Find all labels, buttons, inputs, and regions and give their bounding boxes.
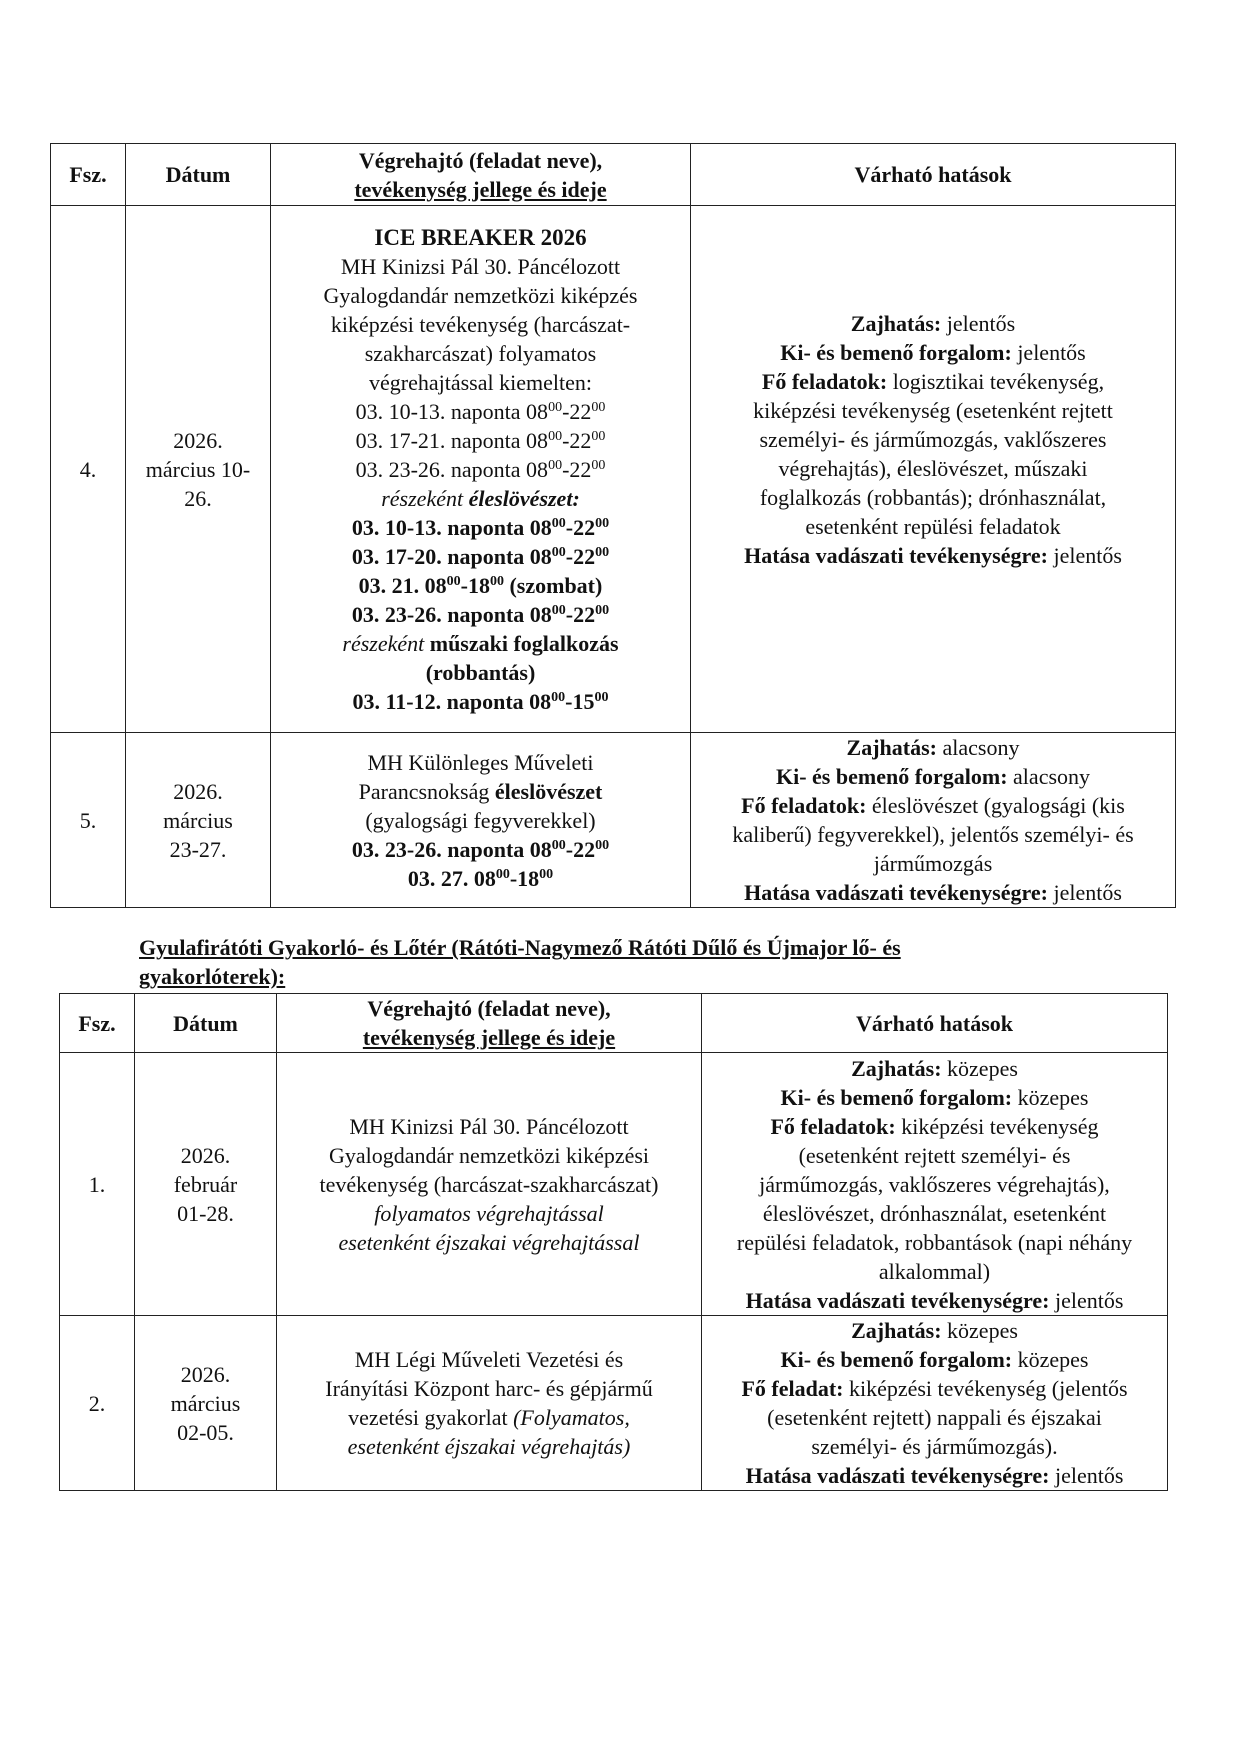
row-activity — [271, 733, 691, 908]
effect-noise — [697, 309, 1169, 338]
time-sup: 00 — [489, 573, 504, 589]
effect-value: közepes — [1012, 1084, 1089, 1110]
time-text: 03. 11-12. naponta 08 — [352, 688, 552, 714]
effect-label: Fő feladatok: — [741, 793, 867, 818]
effect-value: éleslövészet (gyalogsági (kis — [866, 793, 1125, 818]
time-sup: 00 — [591, 428, 606, 444]
time-line — [277, 864, 684, 893]
effect-line: éleslövészet, drónhasználat, esetenként — [762, 1200, 1107, 1226]
effect-value: alacsony — [1007, 764, 1091, 789]
effect-value: jelentős — [1011, 339, 1086, 365]
date-line: február — [173, 1171, 238, 1197]
activity-line: folyamatos végrehajtással — [374, 1200, 604, 1226]
effect-label: Ki- és bemenő forgalom: — [780, 1084, 1013, 1110]
muszaki-label-2: (robbantás) — [425, 659, 536, 685]
effect-line: kiképzési tevékenység (esetenként rejtett — [753, 397, 1113, 423]
effect-value: jelentős — [1047, 880, 1122, 905]
effect-label: Zajhatás: — [851, 1318, 942, 1343]
time-sup: 00 — [595, 515, 610, 531]
activity-line: MH Légi Műveleti Vezetési és — [354, 1347, 624, 1372]
date-line: március — [163, 807, 233, 833]
effect-label: Hatása vadászati tevékenységre: — [744, 542, 1048, 568]
header-vegrehajto-line2: tevékenység jellege és ideje — [362, 1025, 616, 1050]
effect-label: Zajhatás: — [851, 1055, 942, 1081]
exercise-title: ICE BREAKER 2026 — [374, 224, 587, 250]
eles-heading — [277, 484, 684, 513]
section-title — [139, 933, 1039, 991]
effect-main-tasks — [697, 791, 1169, 820]
table-header-row — [51, 144, 1176, 206]
row-effects — [691, 733, 1176, 908]
effect-main-tasks — [697, 367, 1169, 396]
time-sup: 00 — [548, 399, 563, 415]
row-date — [135, 1053, 277, 1316]
effect-line: kaliberű) fegyverekkel), jelentős személyi- és — [732, 822, 1134, 847]
time-sup: 00 — [495, 866, 510, 882]
effect-label: Fő feladatok: — [761, 368, 888, 394]
effect-label: Zajhatás: — [850, 310, 942, 336]
effect-line: foglalkozás (robbantás); drónhasználat, — [759, 484, 1107, 510]
effect-label: Fő feladat: — [741, 1376, 844, 1401]
time-line — [277, 571, 684, 600]
time-line — [277, 542, 684, 571]
effect-value: jelentős — [1047, 542, 1122, 568]
effect-value: jelentős — [941, 310, 1016, 336]
time-text: -22 — [562, 427, 592, 453]
effect-line: esetenként repülési feladatok — [805, 513, 1061, 539]
effect-value: logisztikai tevékenység, — [887, 368, 1105, 394]
time-sup: 00 — [591, 457, 606, 473]
row-effects — [691, 206, 1176, 733]
effect-main-tasks — [708, 1374, 1161, 1403]
row-date — [126, 206, 271, 733]
section-title-line: gyakorlóterek): — [139, 964, 286, 989]
row-activity — [277, 1053, 702, 1316]
time-sup: 00 — [594, 689, 609, 705]
effect-line: járműmozgás — [873, 851, 993, 876]
effect-line: repülési feladatok, robbantások (napi néhány — [736, 1229, 1133, 1255]
header-vegrehajto — [277, 994, 702, 1053]
date-line: 2026. — [180, 1361, 231, 1387]
effect-traffic — [708, 1083, 1161, 1112]
muszaki-label: műszaki foglalkozás — [429, 630, 619, 656]
effect-label: Zajhatás: — [846, 735, 937, 760]
activity-text: Parancsnokság — [358, 778, 495, 804]
header-vegrehajto-line2: tevékenység jellege és ideje — [354, 176, 607, 202]
time-sup: 00 — [595, 544, 610, 560]
effect-hunting — [708, 1461, 1161, 1490]
effect-line: személyi- és járműmozgás). — [811, 1434, 1058, 1459]
header-vegrehajto — [271, 144, 691, 206]
activity-text: vezetési gyakorlat — [348, 1405, 514, 1430]
time-text: 03. 23-26. naponta 08 — [355, 456, 549, 482]
eles-label: éleslövészet: — [468, 485, 580, 511]
time-sup: 00 — [551, 515, 566, 531]
activity-line: MH Kinizsi Pál 30. Páncélozott — [340, 253, 621, 279]
effect-traffic — [697, 762, 1169, 791]
time-sup: 00 — [539, 866, 554, 882]
time-line — [277, 687, 684, 716]
time-text: 03. 17-21. naponta 08 — [355, 427, 549, 453]
row-activity — [271, 206, 691, 733]
time-text: -22 — [565, 514, 596, 540]
muszaki-prefix: részeként — [342, 630, 425, 656]
activity-line: MH Különleges Műveleti — [367, 749, 594, 775]
effect-value: alacsony — [936, 735, 1020, 760]
effect-line: személyi- és járműmozgás, vaklőszeres — [759, 426, 1107, 452]
eles-prefix: részeként — [381, 485, 464, 511]
table-header-row — [60, 994, 1168, 1053]
activity-italic: (Folyamatos, — [513, 1405, 630, 1430]
time-line — [277, 455, 684, 484]
effect-line: járműmozgás, vaklőszeres végrehajtás), — [759, 1171, 1110, 1197]
effect-noise — [708, 1316, 1161, 1345]
time-line — [277, 513, 684, 542]
time-sup: 00 — [551, 837, 566, 853]
schedule-table-2 — [59, 993, 1168, 1491]
time-line — [277, 397, 684, 426]
effect-label: Ki- és bemenő forgalom: — [780, 1347, 1013, 1372]
table-row — [60, 1316, 1168, 1491]
time-text: -22 — [562, 398, 592, 424]
header-hatasok: Várható hatások — [702, 994, 1168, 1053]
activity-line: végrehajtással kiemelten: — [369, 369, 592, 395]
section-title-line: Gyulafirátóti Gyakorló- és Lőtér (Rátóti-Nagymező Rátóti Dűlő és Újmajor lő- és — [139, 935, 901, 960]
effect-value: jelentős — [1049, 1463, 1124, 1488]
header-hatasok: Várható hatások — [691, 144, 1176, 206]
time-sup: 00 — [548, 428, 563, 444]
activity-line: Irányítási Központ harc- és gépjármű — [325, 1376, 653, 1401]
time-text: -18 — [509, 865, 540, 891]
effect-value: közepes — [941, 1055, 1018, 1081]
time-text: 03. 21. 08 — [358, 572, 447, 598]
time-text: -22 — [565, 601, 596, 627]
row-date — [135, 1316, 277, 1491]
date-line: 23-27. — [169, 836, 227, 862]
header-fsz: Fsz. — [60, 994, 135, 1053]
effect-hunting — [697, 878, 1169, 907]
effect-line: (esetenként rejtett személyi- és — [798, 1142, 1071, 1168]
date-line: 26. — [184, 485, 212, 511]
effect-line: (esetenként rejtett) nappali és éjszakai — [767, 1405, 1102, 1430]
time-text: -15 — [565, 688, 595, 714]
effect-value: közepes — [1012, 1347, 1089, 1372]
effect-traffic — [708, 1345, 1161, 1374]
muszaki-heading — [277, 629, 684, 658]
activity-line: (gyalogsági fegyverekkel) — [365, 807, 596, 833]
time-text: (szombat) — [503, 572, 603, 598]
effect-traffic — [697, 338, 1169, 367]
activity-line — [283, 1403, 695, 1432]
time-sup: 00 — [548, 457, 563, 473]
effect-label: Ki- és bemenő forgalom: — [780, 339, 1012, 365]
time-text: 03. 17-20. naponta 08 — [351, 543, 552, 569]
effect-value: jelentős — [1049, 1287, 1124, 1313]
row-number: 5. — [51, 733, 126, 908]
header-datum: Dátum — [135, 994, 277, 1053]
effect-label: Hatása vadászati tevékenységre: — [744, 880, 1048, 905]
time-sup: 00 — [595, 837, 610, 853]
time-sup: 00 — [595, 602, 610, 618]
effect-value: kiképzési tevékenység (jelentős — [843, 1376, 1128, 1401]
time-sup: 00 — [551, 689, 566, 705]
activity-line: esetenként éjszakai végrehajtással — [338, 1229, 640, 1255]
activity-bold: éleslövészet — [494, 778, 603, 804]
header-vegrehajto-line1: Végrehajtó (feladat neve), — [358, 147, 603, 173]
activity-line: esetenként éjszakai végrehajtás) — [347, 1434, 631, 1459]
effect-line: végrehajtás), éleslövészet, műszaki — [778, 455, 1088, 481]
activity-line: Gyalogdandár nemzetközi kiképzés — [323, 282, 638, 308]
effect-value: kiképzési tevékenység — [895, 1113, 1099, 1139]
activity-line: kiképzési tevékenység (harcászat- — [330, 311, 631, 337]
row-number: 1. — [60, 1053, 135, 1316]
time-sup: 00 — [446, 573, 461, 589]
effect-value: közepes — [941, 1318, 1018, 1343]
time-sup: 00 — [551, 544, 566, 560]
effect-label: Hatása vadászati tevékenységre: — [745, 1287, 1050, 1313]
time-sup: 00 — [551, 602, 566, 618]
effect-hunting — [708, 1286, 1161, 1315]
time-text: -22 — [565, 543, 596, 569]
time-text: 03. 27. 08 — [407, 865, 496, 891]
row-date — [126, 733, 271, 908]
date-line: 01-28. — [177, 1200, 234, 1226]
activity-line: Gyalogdandár nemzetközi kiképzési — [328, 1142, 650, 1168]
date-line: március — [170, 1390, 241, 1416]
time-text: 03. 23-26. naponta 08 — [351, 601, 552, 627]
header-datum: Dátum — [126, 144, 271, 206]
time-sup: 00 — [591, 399, 606, 415]
time-line — [277, 426, 684, 455]
date-line: 2026. — [173, 778, 223, 804]
date-line: 2026. — [173, 427, 223, 453]
time-text: -18 — [460, 572, 490, 598]
row-activity — [277, 1316, 702, 1491]
time-text: 03. 10-13. naponta 08 — [355, 398, 549, 424]
row-number: 2. — [60, 1316, 135, 1491]
row-number: 4. — [51, 206, 126, 733]
time-line — [277, 600, 684, 629]
date-line: március 10- — [145, 456, 251, 482]
effect-label: Hatása vadászati tevékenységre: — [745, 1463, 1050, 1488]
activity-line: tevékenység (harcászat-szakharcászat) — [319, 1171, 659, 1197]
effect-noise — [697, 733, 1169, 762]
activity-line — [277, 777, 684, 806]
time-line — [277, 835, 684, 864]
activity-line: MH Kinizsi Pál 30. Páncélozott — [349, 1113, 629, 1139]
schedule-table-1 — [50, 143, 1176, 908]
activity-line: szakharcászat) folyamatos — [364, 340, 597, 366]
table-row — [51, 733, 1176, 908]
effect-noise — [708, 1054, 1161, 1083]
effect-hunting — [697, 541, 1169, 570]
spacer — [697, 570, 1169, 630]
header-fsz: Fsz. — [51, 144, 126, 206]
row-effects — [702, 1316, 1168, 1491]
date-line: 02-05. — [177, 1419, 234, 1445]
table-row — [51, 206, 1176, 733]
effect-label: Fő feladatok: — [770, 1113, 896, 1139]
date-line: 2026. — [180, 1142, 231, 1168]
effect-line: alkalommal) — [878, 1258, 991, 1284]
effect-label: Ki- és bemenő forgalom: — [775, 764, 1008, 789]
row-effects — [702, 1053, 1168, 1316]
effect-main-tasks — [708, 1112, 1161, 1141]
time-text: 03. 23-26. naponta 08 — [351, 836, 552, 862]
time-text: -22 — [565, 836, 596, 862]
time-text: -22 — [562, 456, 592, 482]
table-row — [60, 1053, 1168, 1316]
time-text: 03. 10-13. naponta 08 — [351, 514, 552, 540]
header-vegrehajto-line1: Végrehajtó (feladat neve), — [367, 996, 611, 1021]
